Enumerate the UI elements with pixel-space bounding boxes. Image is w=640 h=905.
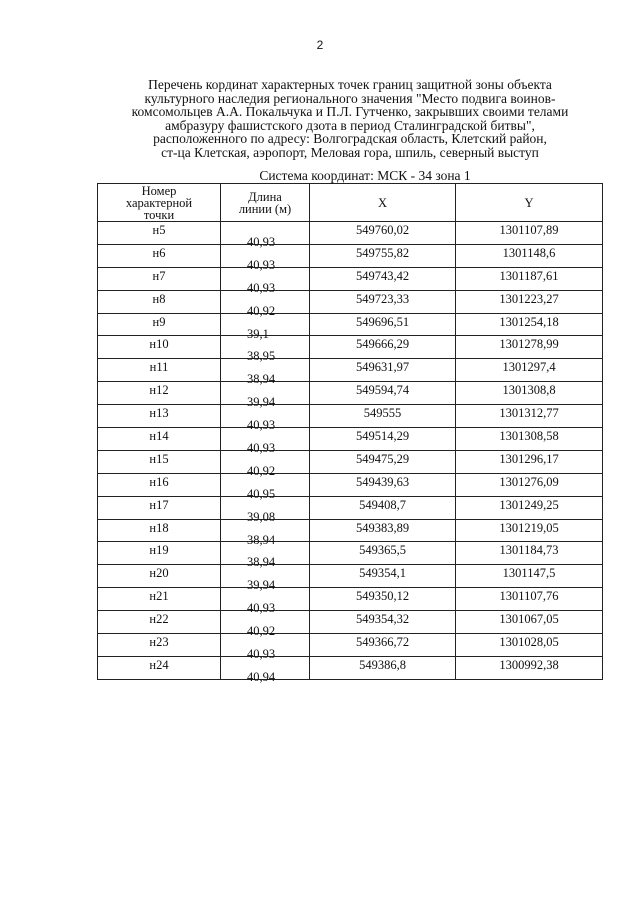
point-cell xyxy=(98,542,221,565)
length-cell xyxy=(221,611,310,639)
table-row xyxy=(98,359,603,382)
y-cell-value: 1301297,4 xyxy=(502,360,556,375)
x-cell-value: 549696,51 xyxy=(355,314,410,329)
coordinate-system-label: Система координат: МСК - 34 зона 1 xyxy=(259,168,471,183)
y-cell-value: 1301219,05 xyxy=(499,520,559,535)
x-cell-value: 549594,74 xyxy=(355,383,410,398)
y-cell xyxy=(456,656,603,679)
length-cell-value: 40,93 xyxy=(247,235,276,249)
point-cell xyxy=(98,313,221,336)
x-cell-value: 549439,63 xyxy=(355,474,410,489)
table-row xyxy=(98,382,603,405)
point-cell-value: н11 xyxy=(149,360,169,375)
length-cell xyxy=(221,359,310,387)
title-line: культурного наследия регионального значения "Место подвига воинов- xyxy=(144,90,556,106)
table-row xyxy=(98,222,603,245)
point-cell xyxy=(98,519,221,542)
table-row xyxy=(98,656,603,679)
x-cell xyxy=(310,519,456,542)
y-cell xyxy=(456,588,603,611)
y-cell-value: 1301296,17 xyxy=(499,451,559,466)
x-cell xyxy=(310,244,456,267)
y-cell-value: 1301187,61 xyxy=(499,268,559,283)
document-title xyxy=(100,78,600,160)
x-cell xyxy=(310,382,456,405)
length-cell xyxy=(221,244,310,272)
point-cell-value: н16 xyxy=(149,474,169,489)
point-cell-value: н14 xyxy=(149,429,169,444)
length-cell-value: 39,08 xyxy=(247,509,276,524)
point-cell xyxy=(98,222,221,245)
x-cell xyxy=(310,450,456,473)
x-cell-value: 549350,12 xyxy=(355,589,410,604)
x-cell xyxy=(310,542,456,565)
point-cell xyxy=(98,565,221,588)
length-cell xyxy=(221,290,310,318)
point-cell xyxy=(98,405,221,428)
length-cell-value: 40,93 xyxy=(247,441,276,456)
point-cell-value: н9 xyxy=(152,314,166,329)
y-cell-value: 1301276,09 xyxy=(499,474,559,489)
y-cell-value: 1301254,18 xyxy=(499,314,559,329)
y-cell-value: 1301278,99 xyxy=(499,337,559,352)
x-cell-value: 549760,02 xyxy=(355,223,410,237)
x-cell-value: 549383,89 xyxy=(355,520,410,535)
point-cell-value: н21 xyxy=(149,589,169,604)
table-row xyxy=(98,244,603,267)
title-line: Перечень кординат характерных точек границ защитной зоны объекта xyxy=(148,77,552,92)
title-line: расположенного по адресу: Волгоградская область, Клетский район, xyxy=(153,131,547,147)
y-cell xyxy=(456,359,603,382)
y-cell xyxy=(456,382,603,405)
length-cell xyxy=(221,382,310,410)
point-cell-value: н24 xyxy=(149,657,169,672)
point-cell xyxy=(98,588,221,611)
point-cell-value: н17 xyxy=(149,497,169,512)
page-number: 2 xyxy=(316,38,324,52)
length-cell-value: 40,93 xyxy=(247,647,276,662)
length-cell xyxy=(221,450,310,478)
y-cell-value: 1301184,73 xyxy=(499,543,559,558)
length-cell-value: 38,94 xyxy=(247,372,276,387)
point-cell xyxy=(98,336,221,359)
header-x: X xyxy=(310,184,456,222)
x-cell-value: 549631,97 xyxy=(355,360,410,375)
point-cell xyxy=(98,634,221,657)
y-cell-value: 1301107,89 xyxy=(499,223,559,237)
point-cell xyxy=(98,428,221,451)
y-cell xyxy=(456,542,603,565)
point-cell xyxy=(98,496,221,519)
table-row xyxy=(98,588,603,611)
point-cell-value: н7 xyxy=(152,268,166,283)
length-cell-value: 39,1 xyxy=(247,326,269,341)
length-cell xyxy=(221,473,310,501)
length-cell xyxy=(221,519,310,547)
table-row xyxy=(98,565,603,588)
point-cell-value: н20 xyxy=(149,566,169,581)
table-row xyxy=(98,611,603,634)
y-cell-value: 1301147,5 xyxy=(502,566,556,581)
y-cell xyxy=(456,611,603,634)
length-cell-value: 40,93 xyxy=(247,418,276,433)
length-cell xyxy=(221,634,310,662)
x-cell-value: 549723,33 xyxy=(355,291,410,306)
x-cell-value: 549408,7 xyxy=(359,497,406,512)
y-cell-value: 1301223,27 xyxy=(499,291,559,306)
length-cell-value: 40,92 xyxy=(247,624,276,639)
length-cell xyxy=(221,267,310,295)
length-cell-value: 40,95 xyxy=(247,486,276,501)
x-cell xyxy=(310,313,456,336)
length-cell xyxy=(221,656,310,684)
length-cell xyxy=(221,542,310,570)
x-cell xyxy=(310,359,456,382)
point-cell-value: н10 xyxy=(149,337,169,352)
length-cell xyxy=(221,428,310,456)
y-cell xyxy=(456,519,603,542)
point-cell xyxy=(98,611,221,634)
y-cell xyxy=(456,634,603,657)
length-cell-value: 40,94 xyxy=(247,669,276,684)
length-cell xyxy=(221,565,310,593)
y-cell-value: 1301249,25 xyxy=(499,497,559,512)
length-cell-value: 38,94 xyxy=(247,532,276,547)
point-cell-value: н13 xyxy=(149,406,169,421)
coordinates-table xyxy=(97,183,603,684)
table-row xyxy=(98,473,603,496)
x-cell-value: 549354,32 xyxy=(355,612,410,627)
y-cell xyxy=(456,290,603,313)
y-cell-value: 1301308,8 xyxy=(502,383,556,398)
length-cell xyxy=(221,496,310,524)
x-cell-value: 549386,8 xyxy=(359,657,406,672)
length-cell-value: 40,92 xyxy=(247,463,276,478)
point-cell xyxy=(98,382,221,405)
table-row xyxy=(98,313,603,336)
length-cell xyxy=(221,588,310,616)
header-line: линии (м) xyxy=(238,201,292,216)
x-cell xyxy=(310,290,456,313)
title-line: комсомольцев А.А. Покальчука и П.Л. Гутченко, закрывших своими телами xyxy=(131,104,569,120)
y-cell-value: 1301312,77 xyxy=(499,406,559,421)
y-cell xyxy=(456,405,603,428)
x-cell-value: 549366,72 xyxy=(355,635,410,650)
y-cell-value: 1300992,38 xyxy=(499,657,559,672)
y-cell xyxy=(456,565,603,588)
length-cell-value: 40,93 xyxy=(247,601,276,616)
point-cell-value: н15 xyxy=(149,451,169,466)
table-row xyxy=(98,267,603,290)
length-cell-value: 39,94 xyxy=(247,395,276,410)
y-cell xyxy=(456,450,603,473)
header-point-number xyxy=(98,184,221,222)
y-cell xyxy=(456,267,603,290)
table-row xyxy=(98,405,603,428)
table-row xyxy=(98,496,603,519)
point-cell xyxy=(98,290,221,313)
x-cell-value: 549354,1 xyxy=(359,566,406,581)
x-cell-value: 549755,82 xyxy=(355,245,410,260)
table-header-row xyxy=(98,184,603,222)
table-row xyxy=(98,428,603,451)
x-cell xyxy=(310,222,456,245)
y-cell xyxy=(456,496,603,519)
x-cell xyxy=(310,473,456,496)
x-cell-value: 549666,29 xyxy=(355,337,410,352)
point-cell-value: н22 xyxy=(149,612,169,627)
header-line: Номер xyxy=(141,183,177,198)
x-cell xyxy=(310,336,456,359)
length-cell-value: 38,95 xyxy=(247,349,276,364)
y-cell-value: 1301028,05 xyxy=(499,635,559,650)
length-cell xyxy=(221,405,310,433)
x-cell-value: 549514,29 xyxy=(355,429,410,444)
point-cell-value: н23 xyxy=(149,635,169,650)
title-line: ст-ца Клетская, аэропорт, Меловая гора, шпиль, северный выступ xyxy=(161,144,539,160)
title-line: амбразуру фашистского дзота в период Сталинградской битвы", xyxy=(165,117,535,133)
x-cell xyxy=(310,405,456,428)
header-line: точки xyxy=(143,207,175,222)
y-cell xyxy=(456,336,603,359)
table-row xyxy=(98,450,603,473)
x-cell-value: 549555 xyxy=(363,406,402,421)
point-cell xyxy=(98,244,221,267)
y-cell xyxy=(456,313,603,336)
length-cell-value: 40,92 xyxy=(247,303,276,318)
length-cell-value: 40,93 xyxy=(247,280,276,295)
x-cell xyxy=(310,656,456,679)
point-cell xyxy=(98,267,221,290)
header-line-length xyxy=(221,184,310,222)
x-cell-value: 549743,42 xyxy=(355,268,410,283)
y-cell-value: 1301067,05 xyxy=(499,612,559,627)
point-cell xyxy=(98,359,221,382)
point-cell xyxy=(98,656,221,679)
point-cell-value: н19 xyxy=(149,543,169,558)
table-row xyxy=(98,542,603,565)
point-cell-value: н5 xyxy=(152,223,166,237)
x-cell-value: 549365,5 xyxy=(359,543,406,558)
length-cell xyxy=(221,313,310,341)
header-y: Y xyxy=(456,184,603,222)
table-body xyxy=(98,222,603,684)
x-cell xyxy=(310,267,456,290)
x-cell xyxy=(310,588,456,611)
point-cell-value: н18 xyxy=(149,520,169,535)
point-cell-value: н6 xyxy=(152,245,166,260)
y-cell xyxy=(456,428,603,451)
header-line: характерной xyxy=(125,195,193,210)
table-row xyxy=(98,634,603,657)
y-cell-value: 1301148,6 xyxy=(502,245,556,260)
x-cell-value: 549475,29 xyxy=(355,451,410,466)
y-cell-value: 1301107,76 xyxy=(499,589,559,604)
point-cell xyxy=(98,473,221,496)
table-row xyxy=(98,519,603,542)
y-cell xyxy=(456,222,603,245)
x-cell xyxy=(310,428,456,451)
point-cell-value: н12 xyxy=(149,383,169,398)
x-cell xyxy=(310,611,456,634)
header-line: Длина xyxy=(248,189,282,204)
x-cell xyxy=(310,634,456,657)
x-cell xyxy=(310,496,456,519)
length-cell xyxy=(221,336,310,364)
length-cell-value: 39,94 xyxy=(247,578,276,593)
x-cell xyxy=(310,565,456,588)
y-cell xyxy=(456,473,603,496)
length-cell-value: 40,93 xyxy=(247,257,276,272)
length-cell xyxy=(221,222,310,249)
table-row xyxy=(98,290,603,313)
y-cell xyxy=(456,244,603,267)
y-cell-value: 1301308,58 xyxy=(499,429,559,444)
table-row xyxy=(98,336,603,359)
point-cell-value: н8 xyxy=(152,291,166,306)
point-cell xyxy=(98,450,221,473)
length-cell-value: 38,94 xyxy=(247,555,276,570)
